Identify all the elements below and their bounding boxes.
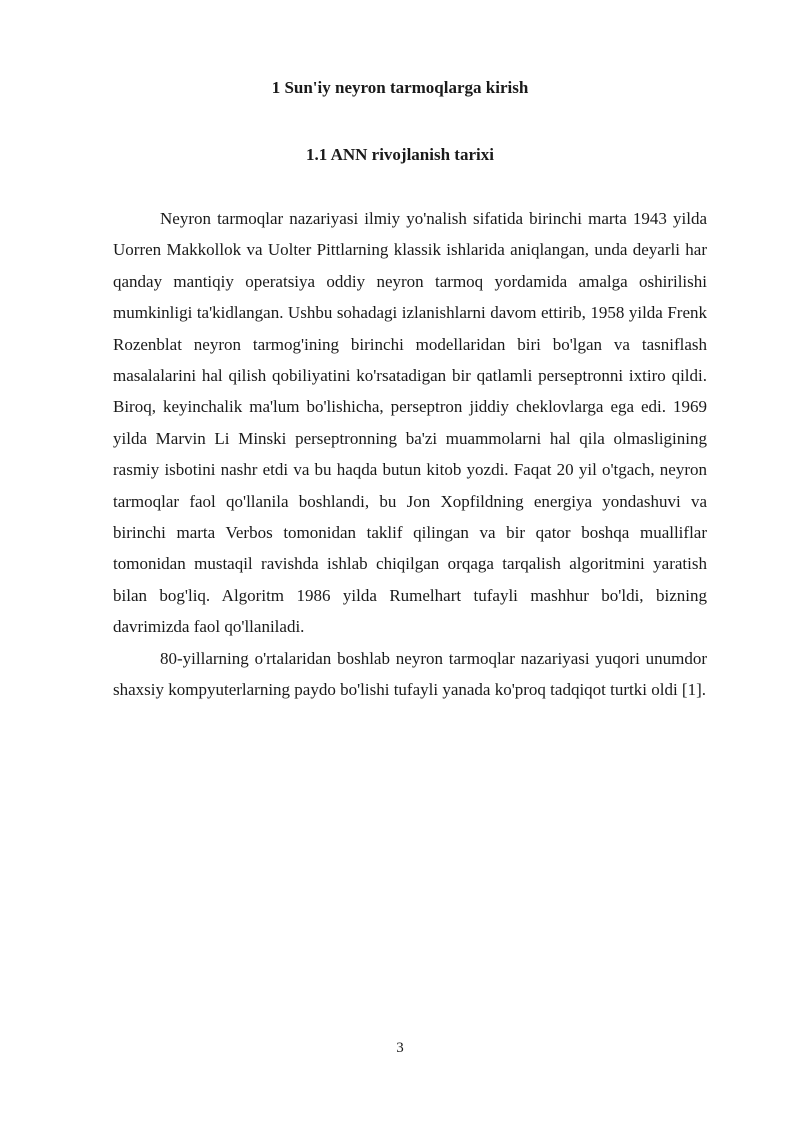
paragraph-2: 80-yillarning o'rtalaridan boshlab neyron tarmoqlar nazariyasi yuqori unumdor shaxsiy kompyuterlarning paydo bo'lishi tufayli yanada ko'proq tadqiqot turtki oldi [1].: [113, 648, 707, 700]
paragraph-1: Neyron tarmoqlar nazariyasi ilmiy yo'nalish sifatida birinchi marta 1943 yilda Uorren Makkollok va Uolter Pittlarning klassik ishlarida aniqlangan, unda deyarli har qanday mantiqiy operatsiya oddiy neyron tarmoq yordamida amalga oshirilishi mumkinligi ta'kidlangan. Ushbu sohadagi izlanishlarni davom ettirib, 1958 yilda Frenk Rozenblat neyron tarmog'ining birinchi modellaridan biri bo'lgan va tasniflash masalalarini hal qilish qobiliyatini ko'rsatadigan bir qatlamli perseptronni ixtiro qildi. Biroq, keyinchalik ma'lum bo'lishicha, perseptron jiddiy cheklovlarga ega edi. 1969 yilda Marvin Li Minski perseptronning ba'zi muammolarni hal qila olmasligining rasmiy isbotini nashr etdi va bu haqda butun kitob yozdi. Faqat 20 yil o'tgach, neyron tarmoqlar faol qo'llanila boshlandi, bu Jon Xopfildning energiya yondashuvi va birinchi marta Verbos tomonidan taklif qilingan va bir qator boshqa mualliflar tomonidan mustaqil ravishda ishlab chiqilgan orqaga tarqalish algoritmini yaratish bilan bog'liq. Algoritm 1986 yilda Rumelhart tufayli mashhur bo'ldi, bizning davrimizda faol qo'llaniladi.: [113, 209, 707, 637]
body-text: [113, 203, 707, 706]
page-number: 3: [396, 1040, 404, 1056]
chapter-title: 1 Sun'iy neyron tarmoqlarga kirish: [271, 78, 529, 97]
section-title: 1.1 ANN rivojlanish tarixi: [306, 145, 494, 164]
